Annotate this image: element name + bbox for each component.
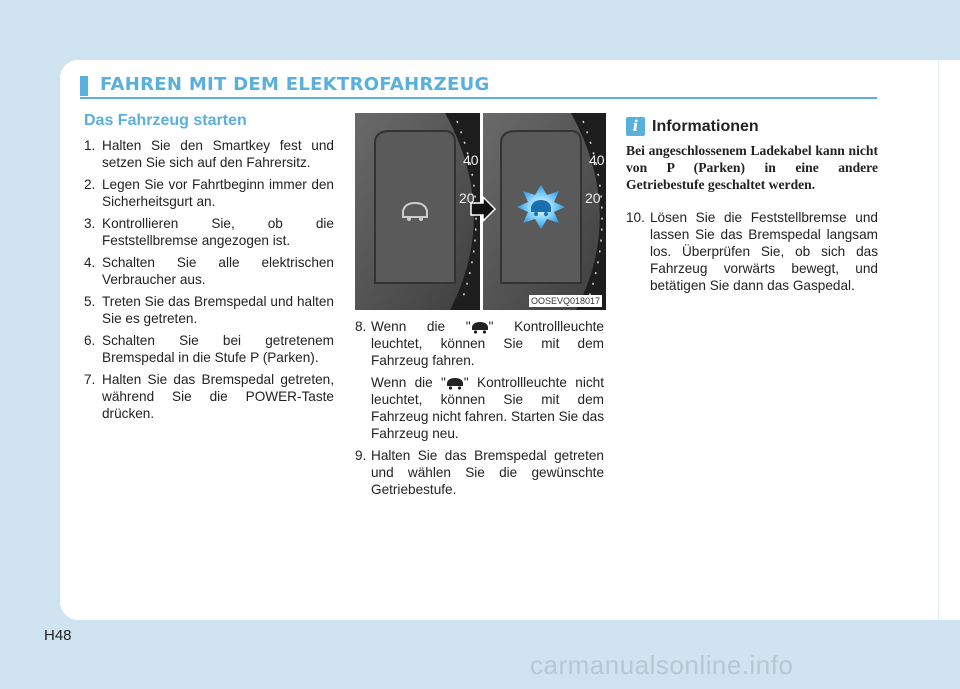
gauge-label: 40 [589, 152, 605, 168]
section-title: Das Fahrzeug starten [84, 112, 247, 129]
info-icon: i [626, 117, 645, 136]
continue-steps-list [355, 318, 604, 369]
list-item: 8. Wenn die " " Kontrollleuchte leuchtet, können Sie mit dem Fahrzeug fahren. [355, 319, 604, 368]
gauge-label: 20 [459, 190, 475, 206]
cluster-illustration [355, 113, 606, 310]
car-indicator-icon [446, 377, 464, 390]
list-item: 5. Treten Sie das Bremspedal und halten Sie es getreten. [84, 294, 334, 326]
continue-steps-list-2 [355, 447, 604, 498]
list-item: 4. Schalten Sie alle elektrischen Verbraucher aus. [84, 255, 334, 287]
column-left [84, 112, 334, 427]
watermark: carmanualsonline.info [530, 650, 794, 680]
start-steps-list [84, 137, 334, 422]
header-rule [80, 97, 877, 99]
page-number: H48 [44, 627, 72, 644]
list-item-continuation: Wenn die " " Kontrollleuchte nicht leuchtet, können Sie mit dem Fahrzeug nicht fahren. Starten Sie das Fahrzeug neu. [371, 375, 604, 441]
info-heading [626, 117, 878, 136]
instrument-cluster-figure [355, 113, 606, 310]
list-item: 1. Halten Sie den Smartkey fest und setzen Sie sich auf den Fahrersitz. [84, 138, 334, 170]
final-steps-list [626, 209, 878, 294]
info-title: Informationen [652, 118, 759, 135]
list-item: 10. Lösen Sie die Feststellbremse und lassen Sie das Bremspedal langsam los. Überprüfen Sie, ob sich das Fahrzeug vorwärts bewegt, und betätigen Sie dann das Gaspedal. [626, 210, 878, 293]
list-item: 7. Halten Sie das Bremspedal getreten, während Sie die POWER-Taste drücken. [84, 372, 334, 421]
list-item: 2. Legen Sie vor Fahrtbeginn immer den Sicherheitsgurt an. [84, 177, 334, 209]
car-indicator-icon [471, 321, 489, 334]
gauge-label: 40 [463, 152, 479, 168]
page-header-title: FAHREN MIT DEM ELEKTROFAHRZEUG [100, 74, 490, 95]
figure-code: OOSEVQ018017 [530, 296, 600, 306]
column-middle [355, 318, 604, 503]
column-right [626, 117, 878, 299]
header-accent-bar [80, 76, 88, 96]
list-item: 9. Halten Sie das Bremspedal getreten und wählen Sie die gewünschte Getriebestufe. [355, 448, 604, 497]
page-edge-line [938, 60, 939, 620]
gauge-label: 20 [585, 190, 601, 206]
list-item: 6. Schalten Sie bei getretenem Bremspedal in die Stufe P (Parken). [84, 333, 334, 365]
info-text: Bei angeschlossenem Ladekabel kann nicht von P (Parken) in eine andere Getriebestufe geschaltet werden. [626, 143, 878, 192]
list-item: 3. Kontrollieren Sie, ob die Feststellbremse angezogen ist. [84, 216, 334, 248]
